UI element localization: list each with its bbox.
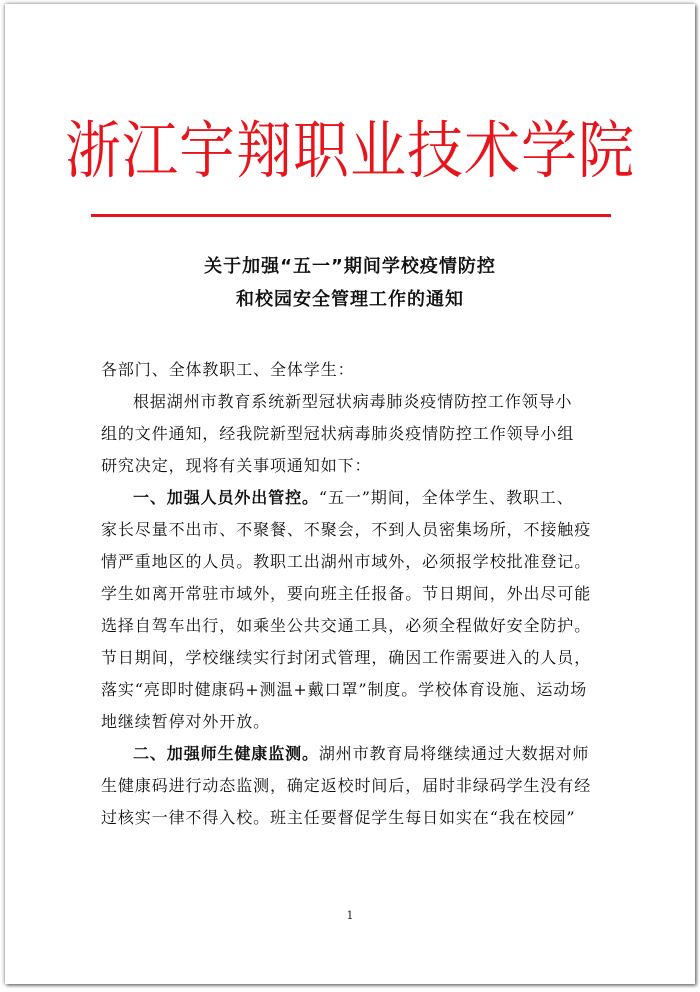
section-1-first-line [101, 482, 615, 514]
notice-title [5, 250, 695, 316]
section-1-line: 地继续暂停对外开放。 [101, 712, 271, 731]
intro-line-1: 根据湖州市教育系统新型冠状病毒肺炎疫情防控工作领导小 [133, 392, 573, 411]
notice-title-line-1: 关于加强“五一”期间学校疫情防控 [204, 256, 496, 277]
section-2-first-line-text: 湖州市教育局将继续通过大数据对师 [318, 744, 590, 763]
section-1-line: 情严重地区的人员。教职工出湖州市域外，必须报学校批准登记。 [101, 552, 592, 571]
section-2-heading: 二、加强师生健康监测。 [133, 744, 319, 763]
section-1-heading: 一、加强人员外出管控。 [133, 488, 319, 507]
section-1-line: 节日期间，学校继续实行封闭式管理，确因工作需要进入的人员， [101, 648, 592, 667]
section-1-first-line-text: “五一”期间，全体学生、教职工、 [318, 488, 574, 507]
document-page [5, 4, 695, 984]
section-2-first-line [101, 738, 615, 770]
section-2-line: 过核实一律不得入校。班主任要督促学生每日如实在“我在校园” [101, 808, 576, 827]
intro-line-3: 研究决定，现将有关事项通知如下： [101, 456, 372, 475]
intro-line-2: 组的文件通知，经我院新型冠状病毒肺炎疫情防控工作领导小组 [101, 424, 575, 443]
section-1-line: 学生如离开常驻市域外，要向班主任报备。节日期间，外出尽可能 [101, 584, 592, 603]
school-name-header: 浙江宇翔职业技术学院 [65, 115, 635, 188]
notice-title-line-2: 和校园安全管理工作的通知 [236, 289, 464, 310]
page-number: 1 [346, 909, 354, 922]
section-1-line: 落实“亮即时健康码+测温+戴口罩”制度。学校体育设施、运动场 [101, 680, 588, 699]
section-1-line: 选择自驾车出行，如乘坐公共交通工具，必须全程做好安全防护。 [101, 616, 592, 635]
red-divider [91, 214, 611, 217]
notice-body [101, 354, 615, 834]
section-2-line: 生健康码进行动态监测，确定返校时间后，届时非绿码学生没有经 [101, 776, 592, 795]
section-1-line: 家长尽量不出市、不聚餐、不聚会，不到人员密集场所，不接触疫 [101, 520, 592, 539]
salutation: 各部门、全体教职工、全体学生： [101, 360, 355, 379]
